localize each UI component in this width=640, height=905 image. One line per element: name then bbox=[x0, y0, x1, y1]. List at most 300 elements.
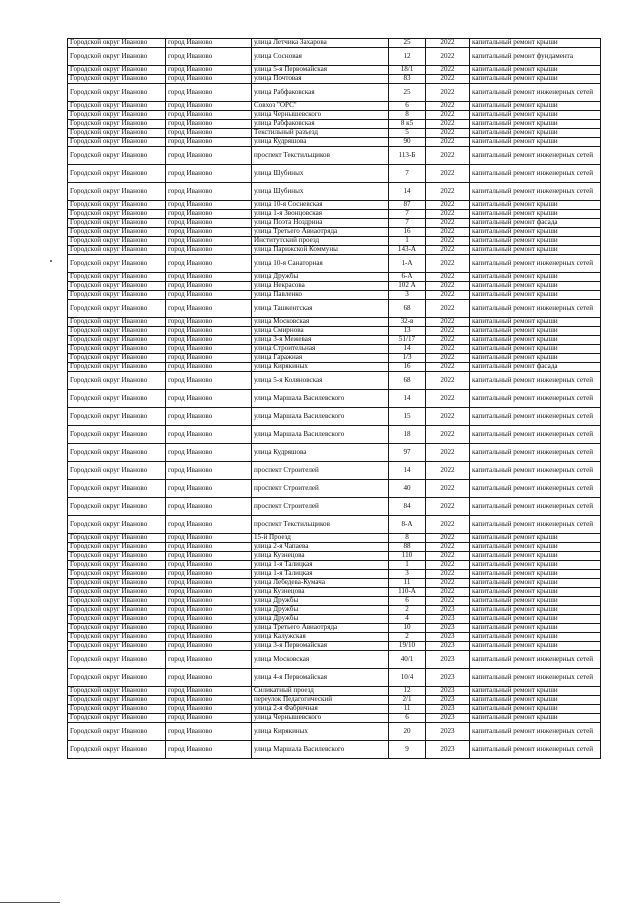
cell-street: улица Шубиных bbox=[252, 165, 389, 183]
table-row bbox=[68, 66, 601, 75]
cell-work: капитальный ремонт инженерных сетей bbox=[470, 498, 601, 516]
table-row bbox=[68, 102, 601, 111]
cell-work: капитальный ремонт инженерных сетей bbox=[470, 372, 601, 390]
cell-settlement: город Иваново bbox=[166, 543, 252, 552]
cell-municipality: Городской округ Иваново bbox=[68, 318, 166, 327]
cell-house: 11 bbox=[389, 579, 426, 588]
cell-street: улица 5-я Первомайская bbox=[252, 66, 389, 75]
cell-house: 110-А bbox=[389, 588, 426, 597]
table-row bbox=[68, 336, 601, 345]
table-row bbox=[68, 426, 601, 444]
cell-settlement: город Иваново bbox=[166, 246, 252, 255]
table-row bbox=[68, 228, 601, 237]
cell-work: капитальный ремонт крыши bbox=[470, 696, 601, 705]
cell-house: 3 bbox=[389, 570, 426, 579]
cell-municipality: Городской округ Иваново bbox=[68, 300, 166, 318]
cell-work: капитальный ремонт крыши bbox=[470, 201, 601, 210]
cell-work: капитальный ремонт крыши bbox=[470, 534, 601, 543]
cell-street: улица 1-я Талицкая bbox=[252, 561, 389, 570]
cell-year: 2022 bbox=[426, 570, 470, 579]
cell-settlement: город Иваново bbox=[166, 606, 252, 615]
cell-house: 1 bbox=[389, 561, 426, 570]
cell-settlement: город Иваново bbox=[166, 300, 252, 318]
cell-year: 2022 bbox=[426, 39, 470, 48]
cell-house: 68 bbox=[389, 300, 426, 318]
cell-street: переулок Педагогический bbox=[252, 696, 389, 705]
cell-street: улица Кудряшова bbox=[252, 138, 389, 147]
cell-municipality: Городской округ Иваново bbox=[68, 219, 166, 228]
cell-settlement: город Иваново bbox=[166, 165, 252, 183]
cell-house: 12 bbox=[389, 48, 426, 66]
cell-work: капитальный ремонт фасада bbox=[470, 219, 601, 228]
cell-house: 10 bbox=[389, 624, 426, 633]
cell-house: 5 bbox=[389, 129, 426, 138]
cell-municipality: Городской округ Иваново bbox=[68, 273, 166, 282]
cell-street: проспект Текстильщиков bbox=[252, 516, 389, 534]
cell-house: 7 bbox=[389, 219, 426, 228]
cell-settlement: город Иваново bbox=[166, 498, 252, 516]
table-row bbox=[68, 282, 601, 291]
table-row bbox=[68, 561, 601, 570]
table-row bbox=[68, 354, 601, 363]
cell-work: капитальный ремонт крыши bbox=[470, 633, 601, 642]
cell-year: 2023 bbox=[426, 606, 470, 615]
cell-municipality: Городской округ Иваново bbox=[68, 588, 166, 597]
cell-settlement: город Иваново bbox=[166, 651, 252, 669]
cell-house: 7 bbox=[389, 165, 426, 183]
table-row bbox=[68, 129, 601, 138]
cell-settlement: город Иваново bbox=[166, 354, 252, 363]
cell-year: 2022 bbox=[426, 147, 470, 165]
cell-house: 3 bbox=[389, 291, 426, 300]
cell-work: капитальный ремонт инженерных сетей bbox=[470, 84, 601, 102]
cell-municipality: Городской округ Иваново bbox=[68, 408, 166, 426]
cell-year: 2022 bbox=[426, 372, 470, 390]
cell-settlement: город Иваново bbox=[166, 138, 252, 147]
cell-year: 2023 bbox=[426, 705, 470, 714]
cell-house: 9 bbox=[389, 741, 426, 759]
cell-settlement: город Иваново bbox=[166, 390, 252, 408]
table-row bbox=[68, 552, 601, 561]
cell-municipality: Городской округ Иваново bbox=[68, 138, 166, 147]
cell-municipality: Городской округ Иваново bbox=[68, 336, 166, 345]
cell-street: Текстильный разъезд bbox=[252, 129, 389, 138]
cell-house: 15 bbox=[389, 408, 426, 426]
cell-street: улица 5-я Коляновская bbox=[252, 372, 389, 390]
cell-year: 2022 bbox=[426, 282, 470, 291]
table-row bbox=[68, 588, 601, 597]
cell-year: 2022 bbox=[426, 534, 470, 543]
cell-settlement: город Иваново bbox=[166, 210, 252, 219]
cell-house: 16 bbox=[389, 228, 426, 237]
cell-year: 2022 bbox=[426, 552, 470, 561]
cell-settlement: город Иваново bbox=[166, 120, 252, 129]
cell-work: капитальный ремонт инженерных сетей bbox=[470, 183, 601, 201]
cell-street: улица Калужская bbox=[252, 633, 389, 642]
table-row bbox=[68, 444, 601, 462]
table-row bbox=[68, 696, 601, 705]
cell-street: улица Московская bbox=[252, 651, 389, 669]
table-row bbox=[68, 318, 601, 327]
table-row bbox=[68, 705, 601, 714]
cell-year: 2022 bbox=[426, 165, 470, 183]
table-row bbox=[68, 372, 601, 390]
cell-municipality: Городской округ Иваново bbox=[68, 624, 166, 633]
cell-work: капитальный ремонт крыши bbox=[470, 705, 601, 714]
cell-work: капитальный ремонт инженерных сетей bbox=[470, 651, 601, 669]
cell-settlement: город Иваново bbox=[166, 345, 252, 354]
table-row bbox=[68, 291, 601, 300]
cell-settlement: город Иваново bbox=[166, 615, 252, 624]
table-row bbox=[68, 642, 601, 651]
cell-settlement: город Иваново bbox=[166, 570, 252, 579]
cell-municipality: Городской округ Иваново bbox=[68, 480, 166, 498]
cell-house: 12 bbox=[389, 687, 426, 696]
cell-work: капитальный ремонт крыши bbox=[470, 273, 601, 282]
cell-year: 2022 bbox=[426, 84, 470, 102]
cell-year: 2022 bbox=[426, 138, 470, 147]
cell-municipality: Городской округ Иваново bbox=[68, 48, 166, 66]
cell-street: Силикатный проезд bbox=[252, 687, 389, 696]
cell-street: улица Дружбы bbox=[252, 615, 389, 624]
table-row bbox=[68, 237, 601, 246]
cell-year: 2022 bbox=[426, 336, 470, 345]
cell-municipality: Городской округ Иваново bbox=[68, 246, 166, 255]
cell-street: улица Кирякиных bbox=[252, 723, 389, 741]
cell-year: 2022 bbox=[426, 66, 470, 75]
cell-house: 18 bbox=[389, 426, 426, 444]
cell-municipality: Городской округ Иваново bbox=[68, 516, 166, 534]
cell-house: 40 bbox=[389, 480, 426, 498]
cell-work: капитальный ремонт крыши bbox=[470, 237, 601, 246]
cell-municipality: Городской округ Иваново bbox=[68, 354, 166, 363]
cell-work: капитальный ремонт инженерных сетей bbox=[470, 255, 601, 273]
cell-house: 51/17 bbox=[389, 336, 426, 345]
cell-municipality: Городской округ Иваново bbox=[68, 552, 166, 561]
cell-settlement: город Иваново bbox=[166, 426, 252, 444]
cell-street: улица Смирнова bbox=[252, 327, 389, 336]
cell-municipality: Городской округ Иваново bbox=[68, 84, 166, 102]
table-row bbox=[68, 543, 601, 552]
cell-municipality: Городской округ Иваново bbox=[68, 228, 166, 237]
cell-house: 83 bbox=[389, 75, 426, 84]
cell-settlement: город Иваново bbox=[166, 237, 252, 246]
table-row bbox=[68, 210, 601, 219]
table-row bbox=[68, 408, 601, 426]
cell-settlement: город Иваново bbox=[166, 408, 252, 426]
cell-street: улица 3-я Первомайская bbox=[252, 642, 389, 651]
cell-settlement: город Иваново bbox=[166, 597, 252, 606]
table-row bbox=[68, 246, 601, 255]
table-row bbox=[68, 579, 601, 588]
cell-municipality: Городской округ Иваново bbox=[68, 633, 166, 642]
cell-settlement: город Иваново bbox=[166, 561, 252, 570]
cell-house: 90 bbox=[389, 138, 426, 147]
cell-municipality: Городской округ Иваново bbox=[68, 705, 166, 714]
cell-house: 110 bbox=[389, 552, 426, 561]
cell-municipality: Городской округ Иваново bbox=[68, 714, 166, 723]
cell-year: 2022 bbox=[426, 237, 470, 246]
scan-mark bbox=[50, 260, 52, 262]
cell-year: 2022 bbox=[426, 543, 470, 552]
cell-year: 2022 bbox=[426, 273, 470, 282]
cell-year: 2022 bbox=[426, 408, 470, 426]
cell-street: улица Дружбы bbox=[252, 606, 389, 615]
cell-municipality: Городской округ Иваново bbox=[68, 165, 166, 183]
cell-municipality: Городской округ Иваново bbox=[68, 255, 166, 273]
cell-house: 25 bbox=[389, 84, 426, 102]
cell-municipality: Городской округ Иваново bbox=[68, 147, 166, 165]
cell-settlement: город Иваново bbox=[166, 705, 252, 714]
cell-year: 2023 bbox=[426, 723, 470, 741]
cell-year: 2022 bbox=[426, 219, 470, 228]
cell-municipality: Городской округ Иваново bbox=[68, 534, 166, 543]
cell-work: капитальный ремонт крыши bbox=[470, 228, 601, 237]
cell-municipality: Городской округ Иваново bbox=[68, 120, 166, 129]
cell-work: капитальный ремонт крыши bbox=[470, 588, 601, 597]
cell-settlement: город Иваново bbox=[166, 48, 252, 66]
cell-settlement: город Иваново bbox=[166, 552, 252, 561]
cell-work: капитальный ремонт крыши bbox=[470, 570, 601, 579]
cell-year: 2022 bbox=[426, 246, 470, 255]
cell-settlement: город Иваново bbox=[166, 714, 252, 723]
cell-house: 14 bbox=[389, 183, 426, 201]
cell-municipality: Городской округ Иваново bbox=[68, 570, 166, 579]
cell-year: 2022 bbox=[426, 516, 470, 534]
cell-work: капитальный ремонт крыши bbox=[470, 327, 601, 336]
cell-street: улица Летчика Захарова bbox=[252, 39, 389, 48]
cell-street: улица 10-я Сосневская bbox=[252, 201, 389, 210]
cell-house: 113-Б bbox=[389, 147, 426, 165]
cell-house: 2 bbox=[389, 606, 426, 615]
cell-settlement: город Иваново bbox=[166, 111, 252, 120]
cell-house: 14 bbox=[389, 390, 426, 408]
cell-house: 84 bbox=[389, 498, 426, 516]
cell-settlement: город Иваново bbox=[166, 723, 252, 741]
cell-street: улица 4-я Первомайская bbox=[252, 669, 389, 687]
cell-municipality: Городской округ Иваново bbox=[68, 75, 166, 84]
cell-municipality: Городской округ Иваново bbox=[68, 210, 166, 219]
cell-municipality: Городской округ Иваново bbox=[68, 687, 166, 696]
cell-work: капитальный ремонт инженерных сетей bbox=[470, 300, 601, 318]
table-row bbox=[68, 390, 601, 408]
cell-year: 2022 bbox=[426, 183, 470, 201]
cell-house: 2/1 bbox=[389, 696, 426, 705]
cell-street: проспект Строителей bbox=[252, 480, 389, 498]
cell-year: 2022 bbox=[426, 561, 470, 570]
cell-year: 2023 bbox=[426, 624, 470, 633]
cell-municipality: Городской округ Иваново bbox=[68, 561, 166, 570]
cell-municipality: Городской округ Иваново bbox=[68, 543, 166, 552]
cell-municipality: Городской округ Иваново bbox=[68, 237, 166, 246]
footer-line bbox=[0, 902, 60, 903]
table-row bbox=[68, 363, 601, 372]
cell-year: 2022 bbox=[426, 426, 470, 444]
table-row bbox=[68, 480, 601, 498]
cell-house: 1 bbox=[389, 237, 426, 246]
cell-street: улица 1-я Звонцовская bbox=[252, 210, 389, 219]
cell-work: капитальный ремонт крыши bbox=[470, 138, 601, 147]
cell-work: капитальный ремонт крыши bbox=[470, 624, 601, 633]
cell-house: 87 bbox=[389, 201, 426, 210]
cell-municipality: Городской округ Иваново bbox=[68, 66, 166, 75]
cell-work: капитальный ремонт крыши bbox=[470, 129, 601, 138]
cell-work: капитальный ремонт крыши bbox=[470, 66, 601, 75]
cell-street: улица Маршала Василевского bbox=[252, 390, 389, 408]
cell-settlement: город Иваново bbox=[166, 219, 252, 228]
cell-settlement: город Иваново bbox=[166, 363, 252, 372]
cell-house: 14 bbox=[389, 462, 426, 480]
cell-settlement: город Иваново bbox=[166, 669, 252, 687]
cell-house: 20 bbox=[389, 723, 426, 741]
table-row bbox=[68, 516, 601, 534]
cell-house: 1/3 bbox=[389, 354, 426, 363]
cell-year: 2022 bbox=[426, 462, 470, 480]
cell-year: 2022 bbox=[426, 354, 470, 363]
cell-work: капитальный ремонт крыши bbox=[470, 552, 601, 561]
cell-house: 8 к5 bbox=[389, 120, 426, 129]
table-row bbox=[68, 714, 601, 723]
cell-house: 68 bbox=[389, 372, 426, 390]
cell-street: улица Кирякиных bbox=[252, 363, 389, 372]
table-row bbox=[68, 498, 601, 516]
cell-municipality: Городской округ Иваново bbox=[68, 669, 166, 687]
cell-street: улица Почтовая bbox=[252, 75, 389, 84]
cell-settlement: город Иваново bbox=[166, 480, 252, 498]
cell-municipality: Городской округ Иваново bbox=[68, 201, 166, 210]
table-row bbox=[68, 597, 601, 606]
table-row bbox=[68, 48, 601, 66]
cell-year: 2022 bbox=[426, 129, 470, 138]
cell-house: 6 bbox=[389, 714, 426, 723]
cell-house: 8 bbox=[389, 534, 426, 543]
cell-settlement: город Иваново bbox=[166, 291, 252, 300]
cell-municipality: Городской округ Иваново bbox=[68, 183, 166, 201]
cell-street: улица Рабфаковская bbox=[252, 120, 389, 129]
cell-settlement: город Иваново bbox=[166, 129, 252, 138]
cell-year: 2022 bbox=[426, 102, 470, 111]
cell-house: 10/4 bbox=[389, 669, 426, 687]
cell-house: 19/10 bbox=[389, 642, 426, 651]
cell-settlement: город Иваново bbox=[166, 282, 252, 291]
cell-municipality: Городской округ Иваново bbox=[68, 282, 166, 291]
table-row bbox=[68, 723, 601, 741]
cell-work: капитальный ремонт инженерных сетей bbox=[470, 408, 601, 426]
cell-settlement: город Иваново bbox=[166, 102, 252, 111]
cell-house: 4 bbox=[389, 615, 426, 624]
cell-work: капитальный ремонт инженерных сетей bbox=[470, 723, 601, 741]
cell-work: капитальный ремонт инженерных сетей bbox=[470, 462, 601, 480]
cell-street: улица Дружбы bbox=[252, 273, 389, 282]
cell-municipality: Городской округ Иваново bbox=[68, 606, 166, 615]
table-row bbox=[68, 606, 601, 615]
table-row bbox=[68, 345, 601, 354]
cell-settlement: город Иваново bbox=[166, 642, 252, 651]
cell-year: 2023 bbox=[426, 741, 470, 759]
cell-municipality: Городской округ Иваново bbox=[68, 291, 166, 300]
cell-work: капитальный ремонт крыши bbox=[470, 102, 601, 111]
table-row bbox=[68, 183, 601, 201]
cell-work: капитальный ремонт инженерных сетей bbox=[470, 741, 601, 759]
cell-municipality: Городской округ Иваново bbox=[68, 327, 166, 336]
cell-house: 16 bbox=[389, 363, 426, 372]
cell-year: 2022 bbox=[426, 75, 470, 84]
cell-work: капитальный ремонт инженерных сетей bbox=[470, 390, 601, 408]
cell-work: капитальный ремонт крыши bbox=[470, 714, 601, 723]
cell-municipality: Городской округ Иваново bbox=[68, 345, 166, 354]
cell-street: улица Дружбы bbox=[252, 597, 389, 606]
cell-settlement: город Иваново bbox=[166, 201, 252, 210]
table-row bbox=[68, 39, 601, 48]
cell-year: 2022 bbox=[426, 111, 470, 120]
table-row bbox=[68, 651, 601, 669]
cell-work: капитальный ремонт инженерных сетей bbox=[470, 426, 601, 444]
cell-municipality: Городской округ Иваново bbox=[68, 372, 166, 390]
cell-street: улица Кузнецова bbox=[252, 552, 389, 561]
cell-work: капитальный ремонт крыши bbox=[470, 606, 601, 615]
table-row bbox=[68, 462, 601, 480]
cell-house: 6 bbox=[389, 597, 426, 606]
cell-year: 2022 bbox=[426, 120, 470, 129]
cell-year: 2022 bbox=[426, 201, 470, 210]
cell-year: 2022 bbox=[426, 588, 470, 597]
cell-settlement: город Иваново bbox=[166, 696, 252, 705]
cell-year: 2023 bbox=[426, 642, 470, 651]
cell-street: улица 2-я Фабричная bbox=[252, 705, 389, 714]
cell-year: 2022 bbox=[426, 327, 470, 336]
cell-street: Институтский проезд bbox=[252, 237, 389, 246]
cell-work: капитальный ремонт инженерных сетей bbox=[470, 444, 601, 462]
cell-municipality: Городской округ Иваново bbox=[68, 129, 166, 138]
cell-street: улица Чернышевского bbox=[252, 714, 389, 723]
cell-work: капитальный ремонт крыши bbox=[470, 615, 601, 624]
cell-settlement: город Иваново bbox=[166, 183, 252, 201]
cell-work: капитальный ремонт крыши bbox=[470, 336, 601, 345]
cell-municipality: Городской округ Иваново bbox=[68, 363, 166, 372]
cell-street: улица Кудряшова bbox=[252, 444, 389, 462]
cell-street: улица Некрасова bbox=[252, 282, 389, 291]
cell-work: капитальный ремонт инженерных сетей bbox=[470, 165, 601, 183]
cell-settlement: город Иваново bbox=[166, 228, 252, 237]
cell-street: Совхоз "ОРС" bbox=[252, 102, 389, 111]
table-row bbox=[68, 687, 601, 696]
table-row bbox=[68, 255, 601, 273]
table-row bbox=[68, 570, 601, 579]
cell-house: 2 bbox=[389, 633, 426, 642]
cell-street: улица 1-я Талицкая bbox=[252, 570, 389, 579]
cell-house: 11 bbox=[389, 705, 426, 714]
cell-house: 32-в bbox=[389, 318, 426, 327]
table-row bbox=[68, 75, 601, 84]
cell-municipality: Городской округ Иваново bbox=[68, 498, 166, 516]
cell-street: проспект Строителей bbox=[252, 498, 389, 516]
cell-work: капитальный ремонт инженерных сетей bbox=[470, 480, 601, 498]
cell-settlement: город Иваново bbox=[166, 336, 252, 345]
cell-house: 8 bbox=[389, 111, 426, 120]
cell-year: 2023 bbox=[426, 669, 470, 687]
cell-settlement: город Иваново bbox=[166, 39, 252, 48]
table-body bbox=[68, 39, 601, 759]
cell-work: капитальный ремонт крыши bbox=[470, 345, 601, 354]
cell-year: 2023 bbox=[426, 651, 470, 669]
cell-work: капитальный ремонт крыши bbox=[470, 543, 601, 552]
cell-street: улица Кузнецова bbox=[252, 588, 389, 597]
cell-work: капитальный ремонт крыши bbox=[470, 318, 601, 327]
cell-house: 143-А bbox=[389, 246, 426, 255]
cell-work: капитальный ремонт крыши bbox=[470, 111, 601, 120]
cell-house: 25 bbox=[389, 39, 426, 48]
cell-street: улица Павленко bbox=[252, 291, 389, 300]
